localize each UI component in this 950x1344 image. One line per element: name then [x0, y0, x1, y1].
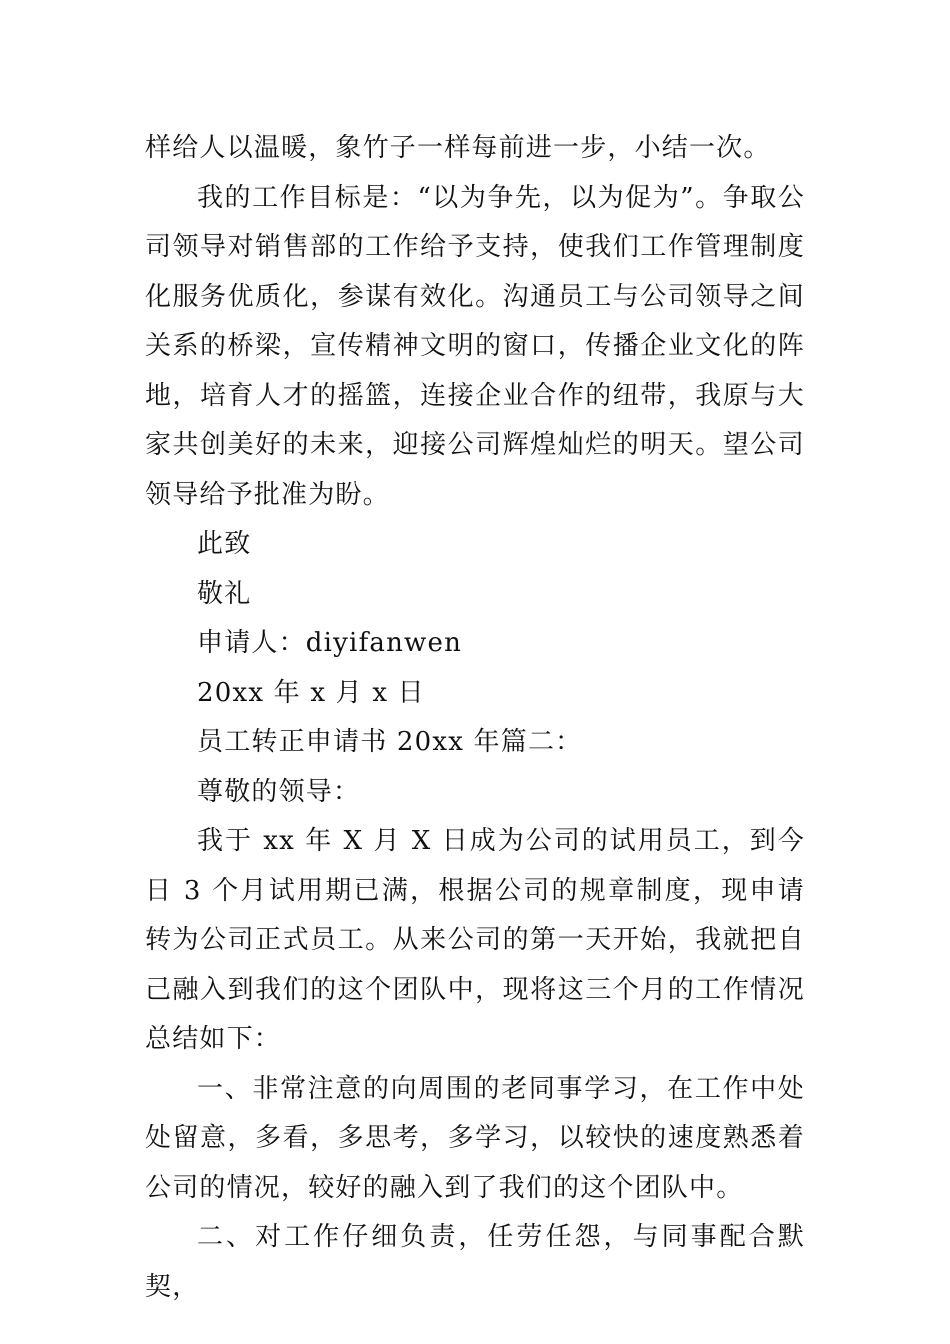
closing-regards: 敬礼 — [197, 578, 252, 609]
closing-salutation: 此致 — [197, 529, 252, 559]
greeting-line: 尊敬的领导： — [197, 776, 361, 807]
paragraph-continuation: 样给人以温暖，象竹子一样每前进一步，小结一次。 — [145, 133, 771, 163]
paragraph-point-one: 一、非常注意的向周围的老同事学习，在工作中处处留意，多看，多思考，多学习，以较快的速度熟悉着公司的情况，较好的融入到了我们的这个团队中。 — [145, 1073, 805, 1203]
section-title: 员工转正申请书 20xx 年篇二： — [197, 727, 583, 757]
document-body — [145, 124, 805, 1312]
paragraph-point-two: 二、对工作仔细负责，任劳任怨，与同事配合默契， — [145, 1222, 805, 1302]
paragraph-intro: 我于 xx 年 X 月 X 日成为公司的试用员工，到今日 3 个月试用期已满，根据公司的规章制度，现申请转为公司正式员工。从来公司的第一天开始，我就把自己融入到我们的这个团队中，现将这三个月的工作情况总结如下： — [145, 826, 805, 1054]
date-line: 20xx 年 x 月 x 日 — [197, 677, 425, 708]
applicant-line: 申请人：diyifanwen — [197, 628, 463, 658]
paragraph-work-goal: 我的工作目标是：“以为争先，以为促为”。争取公司领导对销售部的工作给予支持，使我们工作管理制度化服务优质化，参谋有效化。沟通员工与公司领导之间关系的桥梁，宣传精神文明的窗口，传播企业文化的阵地，培育人才的摇篮，连接企业合作的纽带，我原与大家共创美好的未来，迎接公司辉煌灿烂的明天。望公司领导给予批准为盼。 — [145, 182, 805, 510]
